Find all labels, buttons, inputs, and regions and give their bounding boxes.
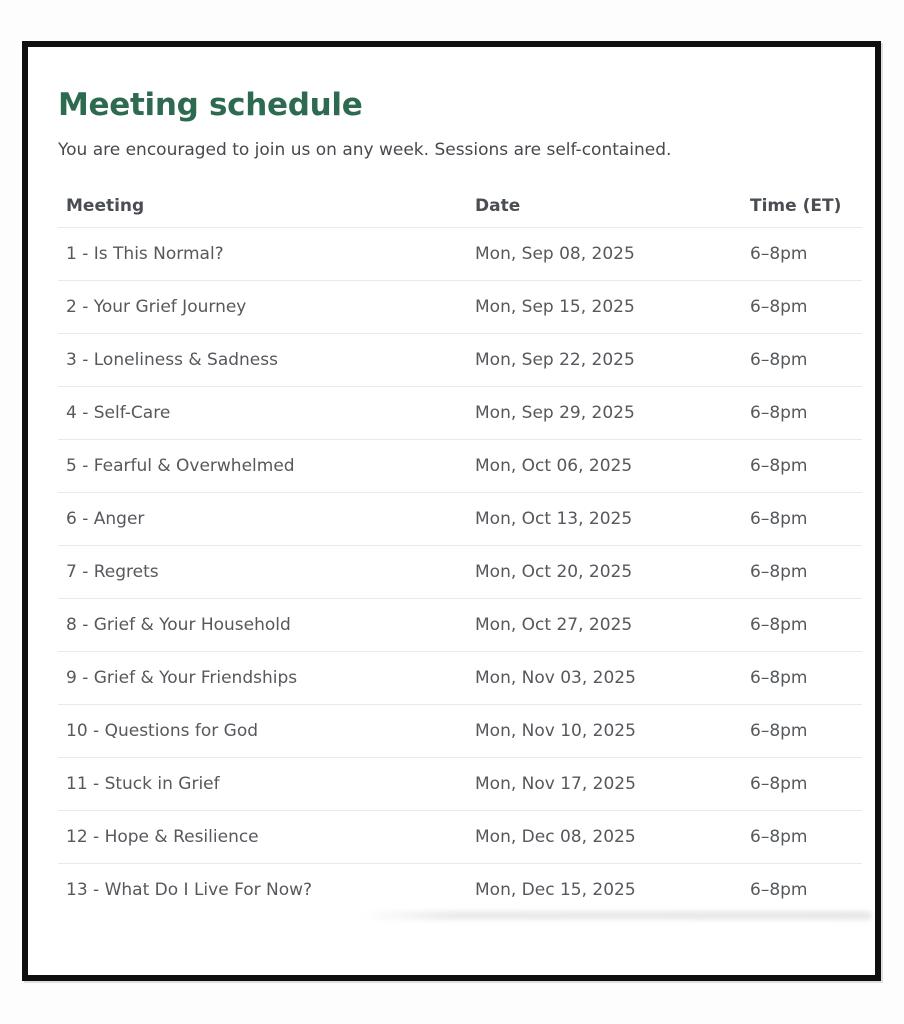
date-cell: Mon, Nov 17, 2025 bbox=[475, 773, 636, 794]
date-cell: Mon, Nov 03, 2025 bbox=[475, 667, 636, 688]
table-row bbox=[58, 652, 862, 705]
table-row bbox=[58, 281, 862, 334]
column-header-time: Time (ET) bbox=[750, 196, 842, 217]
table-row bbox=[58, 599, 862, 652]
date-cell: Mon, Sep 15, 2025 bbox=[475, 296, 635, 317]
table-body bbox=[58, 228, 862, 917]
date-cell: Mon, Sep 29, 2025 bbox=[475, 402, 635, 423]
table-row bbox=[58, 811, 862, 864]
table-row bbox=[58, 705, 862, 758]
meeting-cell: 10 - Questions for God bbox=[66, 720, 259, 741]
time-cell: 6–8pm bbox=[750, 667, 808, 688]
time-cell: 6–8pm bbox=[750, 296, 808, 317]
meeting-cell: 7 - Regrets bbox=[66, 561, 159, 582]
column-header-date: Date bbox=[475, 196, 521, 217]
time-cell: 6–8pm bbox=[750, 720, 808, 741]
time-cell: 6–8pm bbox=[750, 561, 808, 582]
table-row bbox=[58, 334, 862, 387]
time-cell: 6–8pm bbox=[750, 614, 808, 635]
content-frame bbox=[22, 41, 881, 981]
meeting-cell: 6 - Anger bbox=[66, 508, 145, 529]
meeting-cell: 13 - What Do I Live For Now? bbox=[66, 880, 313, 901]
meeting-cell: 3 - Loneliness & Sadness bbox=[66, 349, 278, 370]
time-cell: 6–8pm bbox=[750, 349, 808, 370]
table-row bbox=[58, 864, 862, 917]
meeting-cell: 4 - Self-Care bbox=[66, 402, 171, 423]
time-cell: 6–8pm bbox=[750, 773, 808, 794]
date-cell: Mon, Oct 20, 2025 bbox=[475, 561, 633, 582]
page-title: Meeting schedule bbox=[58, 87, 363, 123]
table-row bbox=[58, 493, 862, 546]
date-cell: Mon, Sep 08, 2025 bbox=[475, 243, 635, 264]
table-row bbox=[58, 546, 862, 599]
table-row bbox=[58, 440, 862, 493]
time-cell: 6–8pm bbox=[750, 508, 808, 529]
meeting-cell: 2 - Your Grief Journey bbox=[66, 296, 247, 317]
meeting-cell: 8 - Grief & Your Household bbox=[66, 614, 291, 635]
date-cell: Mon, Oct 13, 2025 bbox=[475, 508, 633, 529]
table-row bbox=[58, 758, 862, 811]
time-cell: 6–8pm bbox=[750, 402, 808, 423]
date-cell: Mon, Oct 06, 2025 bbox=[475, 455, 633, 476]
table-row bbox=[58, 228, 862, 281]
meeting-cell: 5 - Fearful & Overwhelmed bbox=[66, 455, 295, 476]
time-cell: 6–8pm bbox=[750, 243, 808, 264]
time-cell: 6–8pm bbox=[750, 455, 808, 476]
date-cell: Mon, Sep 22, 2025 bbox=[475, 349, 635, 370]
date-cell: Mon, Oct 27, 2025 bbox=[475, 614, 633, 635]
meeting-schedule-table bbox=[58, 186, 862, 917]
table-row bbox=[58, 387, 862, 440]
column-header-meeting: Meeting bbox=[66, 196, 145, 217]
meeting-cell: 12 - Hope & Resilience bbox=[66, 826, 259, 847]
page-subtitle: You are encouraged to join us on any week. Sessions are self-contained. bbox=[58, 139, 672, 160]
time-cell: 6–8pm bbox=[750, 826, 808, 847]
date-cell: Mon, Dec 15, 2025 bbox=[475, 880, 636, 901]
date-cell: Mon, Nov 10, 2025 bbox=[475, 720, 636, 741]
time-cell: 6–8pm bbox=[750, 880, 808, 901]
meeting-cell: 9 - Grief & Your Friendships bbox=[66, 667, 298, 688]
date-cell: Mon, Dec 08, 2025 bbox=[475, 826, 636, 847]
meeting-cell: 11 - Stuck in Grief bbox=[66, 773, 220, 794]
meeting-cell: 1 - Is This Normal? bbox=[66, 243, 224, 264]
table-header-row bbox=[58, 186, 862, 228]
